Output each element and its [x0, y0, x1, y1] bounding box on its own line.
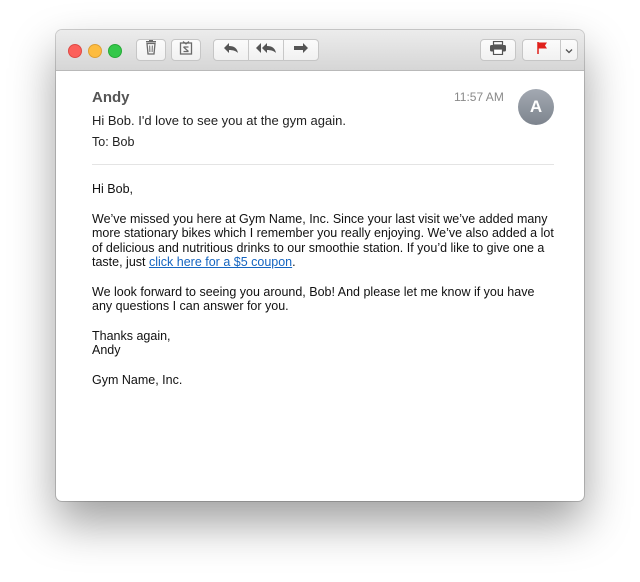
- toolbar: [56, 30, 584, 71]
- reply-all-icon: [255, 41, 277, 59]
- paragraph-1: [92, 212, 557, 270]
- flag-menu-button[interactable]: [561, 40, 577, 60]
- forward-button[interactable]: [284, 40, 318, 60]
- flag-button[interactable]: [523, 40, 560, 60]
- message-time: 11:57 AM: [454, 90, 504, 104]
- reply-icon: [223, 41, 239, 59]
- header-divider: [92, 164, 554, 165]
- zoom-window-button[interactable]: [108, 44, 122, 58]
- flag-control: [522, 39, 578, 61]
- closing-name: Andy: [92, 343, 121, 357]
- junk-button[interactable]: [171, 39, 201, 61]
- reply-actions-group: [213, 39, 319, 61]
- chevron-down-icon: [565, 41, 573, 59]
- to-label: To:: [92, 135, 109, 149]
- sender-name: Andy: [92, 89, 130, 106]
- recipient-name[interactable]: Bob: [112, 135, 135, 149]
- coupon-link[interactable]: click here for a $5 coupon: [148, 255, 293, 269]
- signature: Gym Name, Inc.: [92, 372, 183, 387]
- print-icon: [489, 41, 507, 60]
- close-window-button[interactable]: [68, 44, 82, 58]
- mail-window: [56, 30, 584, 501]
- flag-icon: [536, 41, 548, 59]
- forward-icon: [293, 41, 309, 59]
- message-body: [92, 182, 557, 387]
- message-subject: Hi Bob. I'd love to see you at the gym again.: [92, 113, 346, 128]
- minimize-window-button[interactable]: [88, 44, 102, 58]
- trash-icon: [144, 40, 158, 60]
- message-view: [56, 71, 584, 501]
- greeting: Hi Bob,: [92, 182, 133, 196]
- paragraph-1-text: We’ve missed you here at Gym Name, Inc. Since your last visit we’ve added many more stationary bikes which I remember you really enjoying. We’ve also added a lot of delicious and nutritious drinks to our smoothie station. If you’d like to give one a taste, just: [92, 211, 554, 269]
- paragraph-1-end: .: [292, 255, 296, 269]
- closing-line: Thanks again,: [92, 328, 171, 343]
- closing: [92, 329, 557, 358]
- delete-button[interactable]: [136, 39, 166, 61]
- avatar: A: [518, 89, 554, 125]
- paragraph-2: We look forward to seeing you around, Bob! And please let me know if you have any questions I can answer for you.: [92, 284, 535, 313]
- reply-all-button[interactable]: [249, 40, 284, 60]
- print-button[interactable]: [480, 39, 516, 61]
- recipient-line: [92, 135, 134, 149]
- reply-button[interactable]: [214, 40, 248, 60]
- junk-icon: [179, 40, 193, 60]
